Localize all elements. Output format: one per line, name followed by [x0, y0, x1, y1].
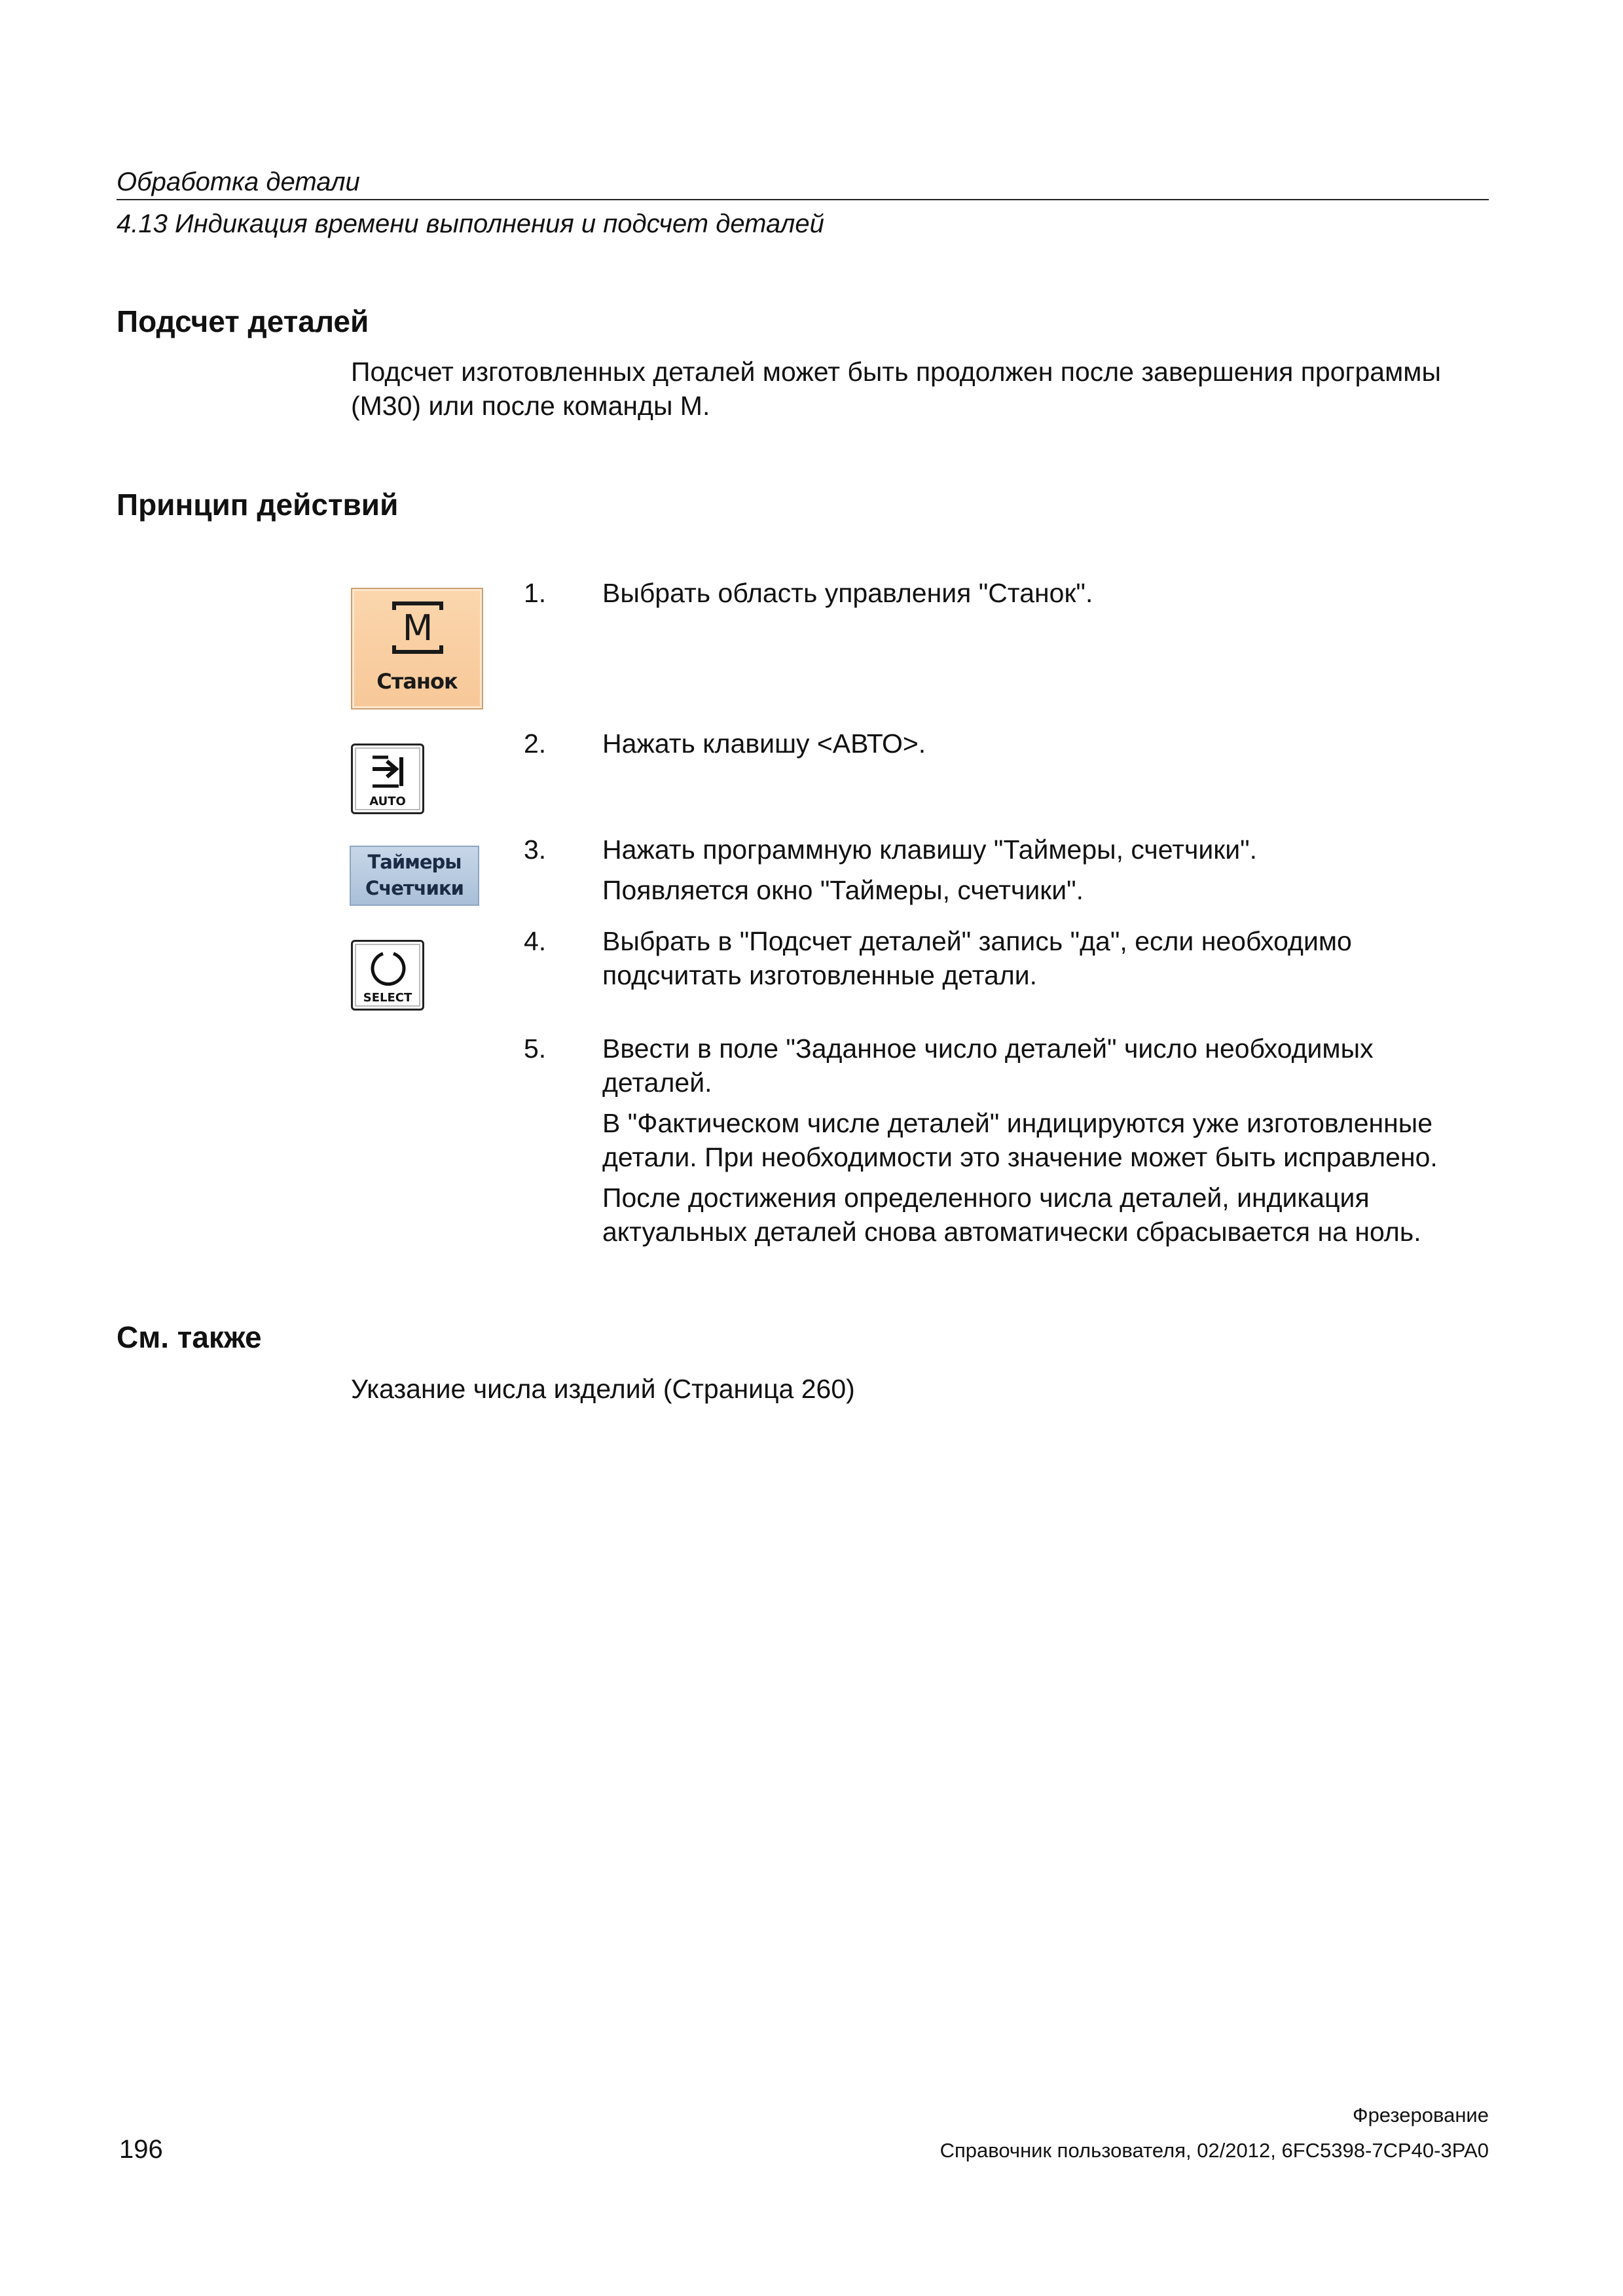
- step-1-text: Выбрать область управления "Станок".: [602, 578, 1093, 608]
- step-4-text-line-2: подсчитать изготовленные детали.: [602, 960, 1038, 990]
- step-5-text-line-1: Ввести в поле "Заданное число деталей" число необходимых: [602, 1033, 1374, 1064]
- parts-count-paragraph-line-1: Подсчет изготовленных деталей может быть продолжен после завершения программы: [351, 357, 1441, 387]
- machine-glyph: M: [402, 607, 433, 649]
- header-rule: [117, 199, 1489, 200]
- heading-see-also: См. также: [117, 1320, 262, 1354]
- step-2-number: 2.: [524, 728, 547, 759]
- step-2-text: Нажать клавишу <АВТО>.: [602, 728, 926, 759]
- step-5-note-line-1: После достижения определенного числа деталей, индикация: [602, 1183, 1370, 1213]
- step-3-text: Нажать программную клавишу "Таймеры, счетчики".: [602, 834, 1258, 865]
- step-3-result: Появляется окно "Таймеры, счетчики".: [602, 875, 1084, 905]
- step-4-number: 4.: [524, 926, 547, 956]
- select-key[interactable]: [351, 940, 424, 1011]
- see-also-link[interactable]: Указание числа изделий (Страница 260): [351, 1374, 855, 1404]
- timers-counters-softkey[interactable]: [350, 846, 479, 906]
- machine-key-label: Станок: [376, 669, 458, 694]
- auto-key[interactable]: [351, 744, 424, 814]
- timers-key-label-line-2: Счетчики: [365, 877, 464, 899]
- heading-parts-count: Подсчет деталей: [117, 304, 369, 338]
- footer-product: Фрезерование: [1353, 2104, 1489, 2126]
- step-3-number: 3.: [524, 834, 547, 865]
- select-circle-icon: [369, 948, 408, 988]
- parts-count-paragraph-line-2: (M30) или после команды M.: [351, 391, 710, 421]
- select-key-label: SELECT: [363, 991, 412, 1005]
- step-5-number: 5.: [524, 1033, 547, 1064]
- step-5-result-line-2: детали. При необходимости это значение может быть исправлено.: [602, 1142, 1438, 1172]
- machine-m-icon: [390, 601, 445, 655]
- step-5-text-line-2: деталей.: [602, 1067, 712, 1098]
- footer-manual: Справочник пользователя, 02/2012, 6FC5398-7CP40-3PA0: [939, 2139, 1489, 2162]
- step-5-note-line-2: актуальных деталей снова автоматически сбрасывается на ноль.: [602, 1217, 1421, 1247]
- auto-key-label: AUTO: [369, 795, 406, 808]
- step-5-result-line-1: В "Фактическом числе деталей" индицируются уже изготовленные: [602, 1108, 1433, 1138]
- step-1-number: 1.: [524, 578, 547, 608]
- running-header-section: 4.13 Индикация времени выполнения и подсчет деталей: [117, 209, 824, 238]
- timers-key-label-line-1: Таймеры: [367, 851, 462, 873]
- machine-area-softkey[interactable]: [351, 588, 483, 709]
- running-header-chapter: Обработка детали: [117, 168, 360, 196]
- page-number: 196: [119, 2135, 163, 2164]
- step-4-text-line-1: Выбрать в "Подсчет деталей" запись "да", если необходимо: [602, 926, 1352, 956]
- auto-mode-icon: [369, 752, 408, 791]
- heading-procedure: Принцип действий: [117, 488, 399, 522]
